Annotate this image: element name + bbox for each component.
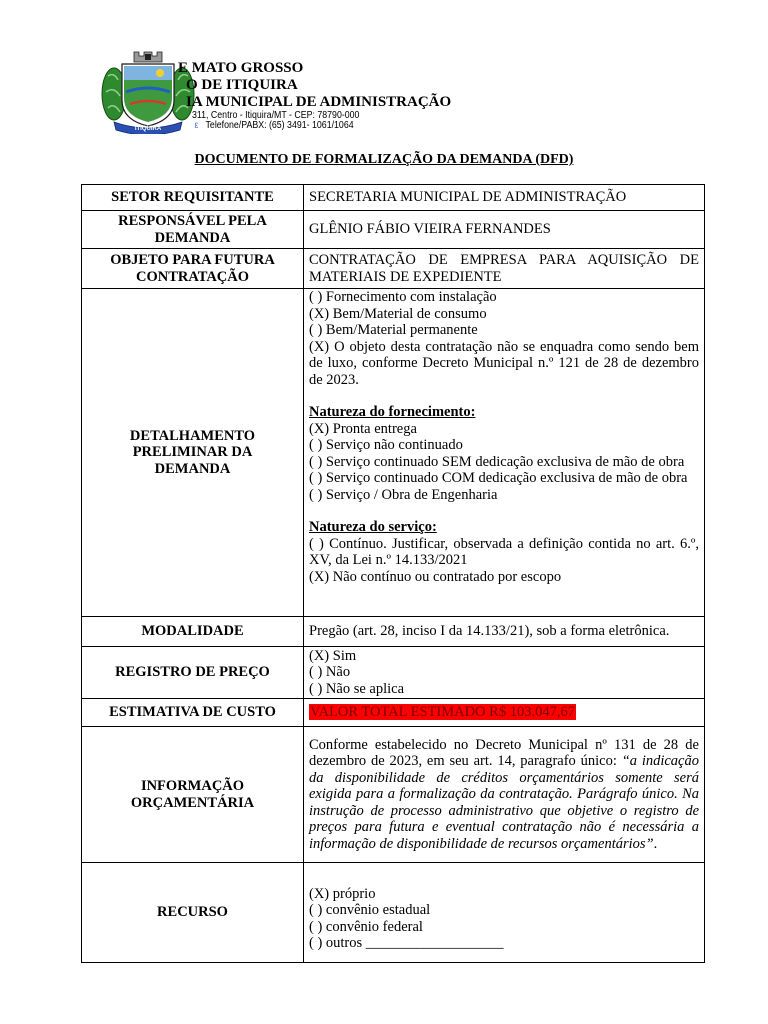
table-row-estimativa xyxy=(82,699,705,727)
natureza-fornecimento-heading: Natureza do fornecimento: xyxy=(309,404,476,420)
orcamentaria-value xyxy=(304,727,705,863)
option-instalacao: ( ) Fornecimento com instalação xyxy=(309,289,497,305)
orcamentaria-end: . xyxy=(653,835,658,852)
setor-label: SETOR REQUISITANTE xyxy=(82,185,304,211)
modalidade-label: MODALIDADE xyxy=(82,617,304,647)
orcamentaria-quote: “a indicação da disponibilidade de créditos orçamentários somente será exigida para a formalização da contratação. Parágrafo único. Na instrução de processo administrativo que objetive o registro de preços para futura e eventual contratação não é necessária a informação de disponibilidade de recursos orçamentários” xyxy=(309,753,699,852)
estimativa-value-cell xyxy=(304,699,705,727)
document-title: DOCUMENTO DE FORMALIZAÇÃO DA DEMANDA (DFD) xyxy=(194,152,574,167)
table-row-recurso xyxy=(82,863,705,963)
responsavel-value: GLÊNIO FÁBIO VIEIRA FERNANDES xyxy=(304,211,705,249)
spacer xyxy=(309,388,699,404)
servico-nao-continuo: (X) Não contínuo ou contratado por escopo xyxy=(309,568,562,585)
recurso-label: RECURSO xyxy=(82,863,304,963)
responsavel-label xyxy=(82,211,304,249)
objeto-label-line2: CONTRATAÇÃO xyxy=(135,268,250,285)
fornecimento-pronta-entrega: (X) Pronta entrega xyxy=(309,420,417,437)
recurso-outros: ( ) outros ___________________ xyxy=(309,935,504,951)
detalhamento-label-line1: DETALHAMENTO xyxy=(129,427,256,444)
table-row-setor xyxy=(82,185,705,211)
option-consumo: (X) Bem/Material de consumo xyxy=(309,305,487,322)
header-phone-line xyxy=(194,120,354,132)
table-row-responsavel xyxy=(82,211,705,249)
fornecimento-engenharia: ( ) Serviço / Obra de Engenharia xyxy=(309,486,498,503)
estimativa-label: ESTIMATIVA DE CUSTO xyxy=(82,699,304,727)
responsavel-label-line1: RESPONSÁVEL PELA xyxy=(118,213,267,229)
detalhamento-value xyxy=(304,289,705,617)
recurso-value xyxy=(304,863,705,963)
table-row-modalidade xyxy=(82,617,705,647)
natureza-servico-heading: Natureza do serviço: xyxy=(309,519,437,535)
registro-nao-se-aplica: ( ) Não se aplica xyxy=(309,680,405,697)
objeto-label-line1: OBJETO PARA FUTURA xyxy=(110,252,275,268)
registro-nao: ( ) Não xyxy=(309,664,351,681)
table-row-detalhamento xyxy=(82,289,705,617)
spacer xyxy=(309,503,699,519)
email-link-fragment[interactable]: ε xyxy=(194,120,199,131)
fornecimento-sem-dedicacao: ( ) Serviço continuado SEM dedicação exclusiva de mão de obra xyxy=(309,453,685,470)
emblem-banner-text: ITIQUIRA xyxy=(134,126,162,132)
objeto-label xyxy=(82,249,304,289)
header-address: 311, Centro - Itiquira/MT - CEP: 78790-000 xyxy=(192,110,360,121)
recurso-convenio-federal: ( ) convênio federal xyxy=(309,918,423,935)
orcamentaria-text: Conforme estabelecido no Decreto Municipal nº 131 de 28 de dezembro de 2023, em seu art. 14, paragrafo único: xyxy=(309,736,699,770)
orcamentaria-label-line2: ORÇAMENTÁRIA xyxy=(130,794,255,811)
responsavel-label-line2: DEMANDA xyxy=(154,229,231,246)
setor-value: SECRETARIA MUNICIPAL DE ADMINISTRAÇÃO xyxy=(304,185,705,211)
recurso-proprio: (X) próprio xyxy=(309,885,376,902)
header-phone: Telefone/PABX: (65) 3491- 1061/1064 xyxy=(205,120,354,131)
fornecimento-com-dedicacao: ( ) Serviço continuado COM dedicação exclusiva de mão de obra xyxy=(309,470,688,486)
registro-value xyxy=(304,647,705,699)
bem-de-luxo-statement: (X) O objeto desta contratação não se enquadra como sendo bem de luxo, conforme Decreto Municipal n.º 121 de 28 de dezembro de 2023. xyxy=(309,338,699,388)
orcamentaria-label xyxy=(82,727,304,863)
recurso-convenio-estadual: ( ) convênio estadual xyxy=(309,902,431,918)
dfd-table xyxy=(81,184,705,963)
orcamentaria-label-line1: INFORMAÇÃO xyxy=(140,778,245,794)
header-line-state: E MATO GROSSO xyxy=(178,60,304,76)
registro-label: REGISTRO DE PREÇO xyxy=(82,647,304,699)
modalidade-value: Pregão (art. 28, inciso I da 14.133/21), sob a forma eletrônica. xyxy=(304,617,705,647)
objeto-value: CONTRATAÇÃO DE EMPRESA PARA AQUISIÇÃO DE MATERIAIS DE EXPEDIENTE xyxy=(304,249,705,289)
header-line-secretariat: IA MUNICIPAL DE ADMINISTRAÇÃO xyxy=(186,94,452,110)
header-line-municipality: O DE ITIQUIRA xyxy=(186,77,298,93)
table-row-objeto xyxy=(82,249,705,289)
detalhamento-label-line2: PRELIMINAR DA xyxy=(132,444,253,461)
fornecimento-nao-continuado: ( ) Serviço não continuado xyxy=(309,437,463,453)
table-row-registro-preco xyxy=(82,647,705,699)
estimativa-value: VALOR TOTAL ESTIMADO R$ 103.047,67 xyxy=(310,704,575,721)
detalhamento-label-line3: DEMANDA xyxy=(154,460,231,477)
option-permanente: ( ) Bem/Material permanente xyxy=(309,322,478,338)
servico-continuo: ( ) Contínuo. Justificar, observada a definição contida no art. 6.º, XV, da Lei n.º 14.133/2021 xyxy=(309,535,699,568)
table-row-orcamentaria xyxy=(82,727,705,863)
detalhamento-label xyxy=(82,289,304,617)
registro-sim: (X) Sim xyxy=(309,647,357,664)
